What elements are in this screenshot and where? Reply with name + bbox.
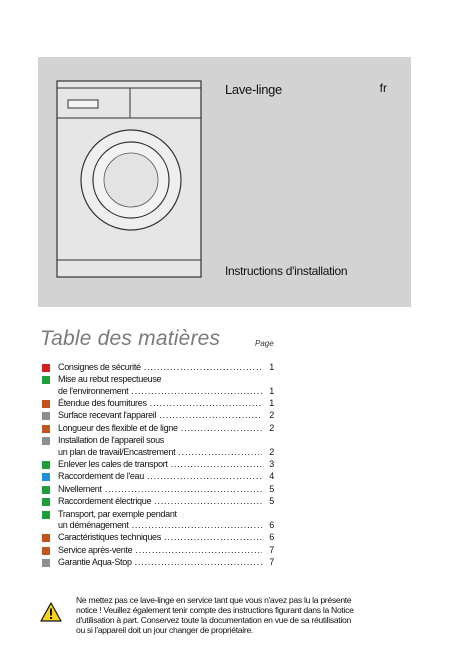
language-code: fr xyxy=(379,81,387,95)
toc-page-number: 1 xyxy=(269,362,274,372)
dot-leader xyxy=(171,459,262,470)
toc-item-label: Étendue des fournitures xyxy=(58,398,147,409)
toc-page-number: 1 xyxy=(269,385,274,396)
section-color-marker xyxy=(42,559,50,567)
warning-line: Ne mettez pas ce lave-linge en service tant que vous n'avez pas lu la présente xyxy=(76,595,352,605)
toc-page-number: 7 xyxy=(269,556,274,567)
dot-leader xyxy=(178,447,262,458)
warning-text xyxy=(76,595,441,635)
warning-line: ou si l'appareil doit un jour changer de propriétaire. xyxy=(76,625,254,635)
toc-item xyxy=(40,484,274,495)
toc-item-label-continued: un plan de travail/Encastrement xyxy=(58,446,176,457)
toc-item xyxy=(40,410,274,421)
dot-leader xyxy=(132,520,262,531)
toc-item-label: Service après-vente xyxy=(58,544,133,555)
toc-item xyxy=(40,532,274,543)
toc-item xyxy=(40,557,274,568)
dot-leader xyxy=(135,557,262,568)
toc-item-label: Longueur des flexible et de ligne xyxy=(58,422,178,433)
toc-item-label: Transport, par exemple pendant xyxy=(58,508,177,519)
toc-item-label: Garantie Aqua-Stop xyxy=(58,556,132,567)
toc-item xyxy=(40,496,274,507)
toc-item xyxy=(40,509,274,532)
toc-page-number: 2 xyxy=(269,446,274,457)
dot-leader xyxy=(181,423,262,434)
dot-leader xyxy=(144,362,262,373)
document-subtitle: Instructions d'installation xyxy=(225,264,348,278)
section-color-marker xyxy=(42,473,50,481)
dot-leader xyxy=(135,545,262,556)
document-title: Lave-linge xyxy=(225,82,282,97)
toc-item xyxy=(40,423,274,434)
washing-machine-illustration xyxy=(56,80,202,278)
dot-leader xyxy=(164,532,262,543)
dot-leader xyxy=(105,484,262,495)
section-color-marker xyxy=(42,364,50,372)
toc-heading: Table des matières xyxy=(40,327,221,350)
toc-page-number: 2 xyxy=(269,422,274,433)
section-color-marker xyxy=(42,534,50,542)
toc-item-label: Mise au rebut respectueuse xyxy=(58,374,162,385)
toc-page-number: 6 xyxy=(269,532,274,543)
warning-line: notice ! Veuillez également tenir compte des instructions figurant dans la Notice xyxy=(76,605,354,615)
toc-page-number: 7 xyxy=(269,544,274,555)
toc-page-number: 3 xyxy=(269,458,274,469)
toc-item-label: Surface recevant l'appareil xyxy=(58,410,157,421)
table-of-contents xyxy=(40,362,274,569)
toc-item xyxy=(40,459,274,470)
section-color-marker xyxy=(42,498,50,506)
cover-panel xyxy=(38,57,411,307)
warning-triangle-icon xyxy=(40,602,62,622)
toc-page-number: 5 xyxy=(269,496,274,507)
toc-item xyxy=(40,545,274,556)
toc-item xyxy=(40,435,274,458)
section-color-marker xyxy=(42,486,50,494)
toc-item xyxy=(40,374,274,397)
dot-leader xyxy=(159,410,262,421)
toc-item-label: Enlever les cales de transport xyxy=(58,458,168,469)
section-color-marker xyxy=(42,425,50,433)
section-color-marker xyxy=(42,376,50,384)
toc-item xyxy=(40,362,274,373)
dot-leader xyxy=(131,386,262,397)
toc-item-label: Raccordement de l'eau xyxy=(58,471,144,482)
dot-leader xyxy=(150,398,262,409)
dot-leader xyxy=(154,496,262,507)
toc-item-label-continued: de l'environnement xyxy=(58,385,129,396)
section-color-marker xyxy=(42,437,50,445)
toc-item-label: Installation de l'appareil sous xyxy=(58,435,164,446)
toc-page-number: 4 xyxy=(269,471,274,482)
warning-line: d'utilisation à part. Conservez toute la documentation en vue de sa réutilisation xyxy=(76,615,351,625)
section-color-marker xyxy=(42,511,50,519)
dot-leader xyxy=(147,471,262,482)
toc-item-label: Nivellement xyxy=(58,483,102,494)
section-color-marker xyxy=(42,547,50,555)
section-color-marker xyxy=(42,400,50,408)
toc-item-label-continued: un déménagement xyxy=(58,519,129,530)
toc-page-number: 6 xyxy=(269,519,274,530)
toc-page-number: 1 xyxy=(269,398,274,409)
section-color-marker xyxy=(42,412,50,420)
toc-item-label: Raccordement électrique xyxy=(58,496,152,507)
toc-item xyxy=(40,471,274,482)
toc-page-label: Page xyxy=(255,339,274,348)
section-color-marker xyxy=(42,461,50,469)
toc-page-number: 5 xyxy=(269,483,274,494)
toc-page-number: 2 xyxy=(269,410,274,421)
toc-item-label: Consignes de sécurité xyxy=(58,362,141,372)
toc-item-label: Caractéristiques techniques xyxy=(58,532,161,543)
toc-item xyxy=(40,398,274,409)
